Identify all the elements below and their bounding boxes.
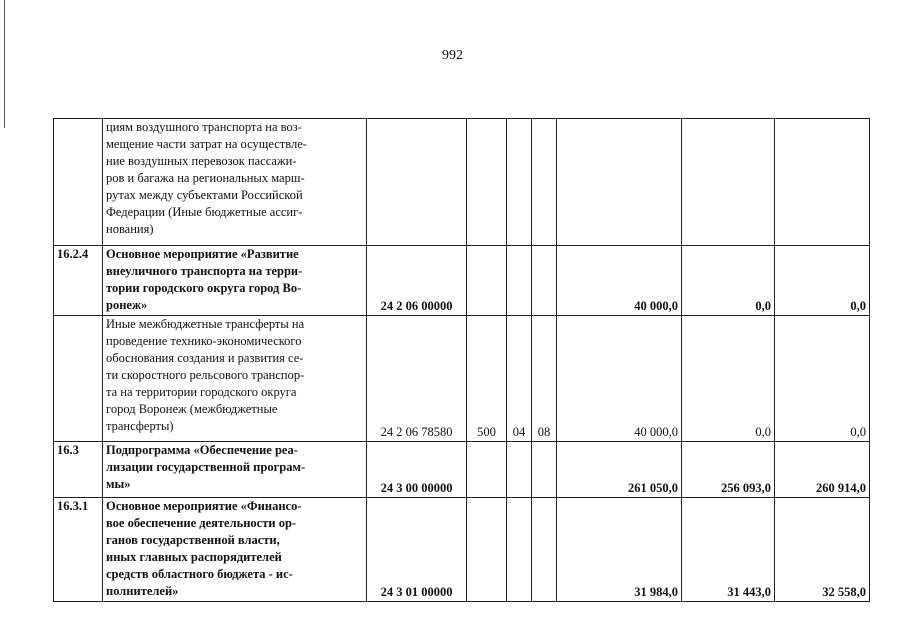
- description-line: ров и багажа на региональных марш-: [106, 171, 305, 185]
- description-line: ронеж»: [106, 298, 148, 312]
- expense-type: [467, 246, 507, 316]
- subsection-code: 08: [532, 316, 557, 442]
- subsection-code: [532, 119, 557, 246]
- description-line: ние воздушных перевозок пассажи-: [106, 154, 297, 168]
- expense-type: [467, 442, 507, 498]
- amount-year-2: 0,0: [682, 246, 775, 316]
- description-line: иных главных распорядителей: [106, 550, 282, 564]
- amount-year-1: 261 050,0: [557, 442, 682, 498]
- row-description: [103, 442, 367, 498]
- subsection-code: [532, 442, 557, 498]
- description-line: лизации государственной програм-: [106, 460, 306, 474]
- table-row: [54, 246, 870, 316]
- section-code: [507, 442, 532, 498]
- section-code: [507, 498, 532, 602]
- row-index: [54, 119, 103, 246]
- description-line: рутах между субъектами Российской: [106, 188, 303, 202]
- row-index: [54, 316, 103, 442]
- page-number: 992: [442, 48, 463, 63]
- target-article-code: 24 3 00 00000: [367, 442, 467, 498]
- description-line: мы»: [106, 477, 131, 491]
- description-line: трансферты): [106, 419, 174, 433]
- expense-type: 500: [467, 316, 507, 442]
- row-index: 16.3: [54, 442, 103, 498]
- target-article-code: 24 3 01 00000: [367, 498, 467, 602]
- section-code: 04: [507, 316, 532, 442]
- amount-year-3: 0,0: [775, 316, 870, 442]
- subsection-code: [532, 246, 557, 316]
- amount-year-1: 40 000,0: [557, 316, 682, 442]
- table-row: [54, 442, 870, 498]
- description-line: нования): [106, 222, 154, 236]
- table-row: [54, 119, 870, 246]
- row-description: [103, 119, 367, 246]
- row-description: [103, 316, 367, 442]
- row-index: 16.2.4: [54, 246, 103, 316]
- description-line: город Воронеж (межбюджетные: [106, 402, 278, 416]
- table-row: [54, 316, 870, 442]
- description-line: полнителей»: [106, 584, 179, 598]
- amount-year-1: 31 984,0: [557, 498, 682, 602]
- row-description: [103, 498, 367, 602]
- description-line: тории городского округа город Во-: [106, 281, 302, 295]
- description-line: Федерации (Иные бюджетные ассиг-: [106, 205, 303, 219]
- row-description: [103, 246, 367, 316]
- description-line: вое обеспечение деятельности ор-: [106, 516, 297, 530]
- description-line: мещение части затрат на осуществле-: [106, 137, 307, 151]
- amount-year-2: [682, 119, 775, 246]
- amount-year-1: 40 000,0: [557, 246, 682, 316]
- amount-year-3: 0,0: [775, 246, 870, 316]
- amount-year-3: 260 914,0: [775, 442, 870, 498]
- section-code: [507, 246, 532, 316]
- section-code: [507, 119, 532, 246]
- subsection-code: [532, 498, 557, 602]
- target-article-code: 24 2 06 78580: [367, 316, 467, 442]
- amount-year-2: 256 093,0: [682, 442, 775, 498]
- row-index: 16.3.1: [54, 498, 103, 602]
- description-line: циям воздушного транспорта на воз-: [106, 120, 302, 134]
- amount-year-2: 31 443,0: [682, 498, 775, 602]
- amount-year-3: [775, 119, 870, 246]
- table-row: [54, 498, 870, 602]
- description-line: средств областного бюджета - ис-: [106, 567, 293, 581]
- target-article-code: [367, 119, 467, 246]
- amount-year-1: [557, 119, 682, 246]
- description-line: Подпрограмма «Обеспечение реа-: [106, 443, 298, 457]
- description-line: ганов государственной власти,: [106, 533, 280, 547]
- margin-line: [4, 0, 5, 128]
- amount-year-3: 32 558,0: [775, 498, 870, 602]
- amount-year-2: 0,0: [682, 316, 775, 442]
- description-line: Иные межбюджетные трансферты на: [106, 317, 305, 331]
- description-line: проведение технико-экономического: [106, 334, 302, 348]
- description-line: внеуличного транспорта на терри-: [106, 264, 303, 278]
- description-line: Основное мероприятие «Развитие: [106, 247, 299, 261]
- description-line: обоснования создания и развития се-: [106, 351, 304, 365]
- description-line: ти скоростного рельсового транспор-: [106, 368, 305, 382]
- description-line: Основное мероприятие «Финансо-: [106, 499, 302, 513]
- description-line: та на территории городского округа: [106, 385, 297, 399]
- target-article-code: 24 2 06 00000: [367, 246, 467, 316]
- expense-type: [467, 498, 507, 602]
- expense-type: [467, 119, 507, 246]
- budget-table: [53, 118, 870, 602]
